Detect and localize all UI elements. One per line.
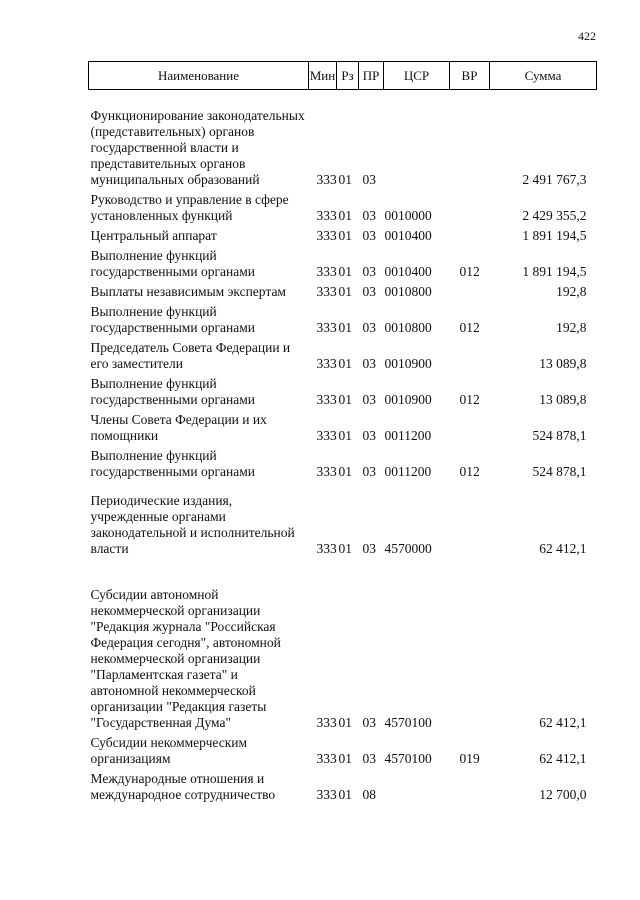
row-rz: 01	[338, 715, 352, 730]
row-min: 333	[316, 787, 337, 802]
header-vr: ВР	[450, 62, 490, 90]
row-name: Выполнение функций государственными органами	[90, 448, 255, 479]
row-vr	[450, 224, 490, 244]
row-vr	[450, 90, 490, 189]
table-row	[89, 444, 597, 480]
row-name: Субсидии некоммерческим организациям	[90, 735, 248, 766]
row-sum: 62 412,1	[539, 751, 587, 766]
row-vr: 019	[459, 751, 480, 766]
row-name: Субсидии автономной некоммерческой организации "Редакция журнала "Российская Федерация сегодня", автономной некоммерческой организации "Парламентская газета" и автономной некоммерческой организации "Редакция газеты "Государственная Дума"	[90, 587, 281, 730]
row-rz: 01	[338, 428, 352, 443]
table-header	[89, 62, 597, 90]
row-min: 333	[316, 541, 337, 556]
row-name: Центральный аппарат	[90, 228, 217, 243]
row-csr: 0010000	[384, 208, 432, 223]
row-pr: 03	[362, 715, 376, 730]
row-csr: 0010400	[384, 228, 432, 243]
row-pr: 03	[362, 172, 376, 187]
table-row	[89, 372, 597, 408]
row-vr: 012	[459, 392, 480, 407]
row-sum: 2 429 355,2	[522, 208, 587, 223]
row-csr: 0010900	[384, 356, 432, 371]
table-row	[89, 408, 597, 444]
row-min: 333	[316, 464, 337, 479]
row-sum: 13 089,8	[539, 356, 587, 371]
row-csr: 0010400	[384, 264, 432, 279]
row-pr: 03	[362, 392, 376, 407]
row-min: 333	[316, 320, 337, 335]
page-number: 422	[578, 29, 596, 43]
row-sum: 524 878,1	[532, 464, 587, 479]
row-min: 333	[316, 356, 337, 371]
row-vr	[450, 767, 490, 803]
row-csr	[384, 90, 450, 189]
row-min: 333	[316, 208, 337, 223]
row-pr: 03	[362, 208, 376, 223]
row-rz: 01	[338, 208, 352, 223]
header-name: Наименование	[89, 62, 309, 90]
row-min: 333	[316, 284, 337, 299]
row-pr: 03	[362, 264, 376, 279]
row-pr: 08	[362, 787, 376, 802]
table-row	[89, 188, 597, 224]
row-min: 333	[316, 264, 337, 279]
table-row	[89, 244, 597, 280]
row-vr: 012	[459, 320, 480, 335]
header-rz: Рз	[337, 62, 359, 90]
row-min: 333	[316, 172, 337, 187]
row-vr	[450, 408, 490, 444]
row-csr: 4570100	[384, 715, 432, 730]
row-min: 333	[316, 428, 337, 443]
row-name: Председатель Совета Федерации и его заместители	[90, 340, 291, 371]
row-pr: 03	[362, 228, 376, 243]
row-sum: 1 891 194,5	[522, 228, 587, 243]
row-sum: 1 891 194,5	[522, 264, 587, 279]
header-sum: Сумма	[490, 62, 597, 90]
row-csr: 0011200	[384, 428, 432, 443]
row-min: 333	[316, 751, 337, 766]
row-name: Международные отношения и международное сотрудничество	[90, 771, 276, 802]
table-row	[89, 480, 597, 557]
row-pr: 03	[362, 464, 376, 479]
header-pr: ПР	[359, 62, 384, 90]
table-row	[89, 336, 597, 372]
row-sum: 192,8	[556, 284, 587, 299]
table-row	[89, 557, 597, 731]
row-csr: 4570100	[384, 751, 432, 766]
row-vr	[450, 188, 490, 224]
header-csr: ЦСР	[384, 62, 450, 90]
row-sum: 62 412,1	[539, 541, 587, 556]
budget-table	[88, 61, 597, 803]
row-rz: 01	[338, 392, 352, 407]
row-rz: 01	[338, 264, 352, 279]
row-csr	[384, 767, 450, 803]
row-vr: 012	[459, 464, 480, 479]
table-row	[89, 90, 597, 189]
row-name: Выплаты независимым экспертам	[90, 284, 286, 299]
row-name: Выполнение функций государственными органами	[90, 376, 255, 407]
row-name: Периодические издания, учрежденные органами законодательной и исполнительной власти	[90, 493, 295, 556]
row-pr: 03	[362, 751, 376, 766]
row-sum: 12 700,0	[539, 787, 587, 802]
row-vr	[450, 280, 490, 300]
row-csr: 0011200	[384, 464, 432, 479]
row-csr: 0010800	[384, 284, 432, 299]
row-rz: 01	[338, 172, 352, 187]
row-rz: 01	[338, 464, 352, 479]
row-rz: 01	[338, 228, 352, 243]
table-row	[89, 731, 597, 767]
row-csr: 0010800	[384, 320, 432, 335]
row-vr	[450, 336, 490, 372]
row-pr: 03	[362, 320, 376, 335]
row-vr	[450, 557, 490, 731]
table-body	[89, 90, 597, 804]
row-name: Руководство и управление в сфере установленных функций	[90, 192, 289, 223]
row-pr: 03	[362, 541, 376, 556]
row-rz: 01	[338, 356, 352, 371]
row-pr: 03	[362, 284, 376, 299]
row-rz: 01	[338, 320, 352, 335]
row-name: Члены Совета Федерации и их помощники	[90, 412, 267, 443]
row-vr: 012	[459, 264, 480, 279]
header-min: Мин	[309, 62, 337, 90]
table-row	[89, 767, 597, 803]
table-row	[89, 224, 597, 244]
row-name: Функционирование законодательных (представительных) органов государственной власти и представительных органов муниципальных образований	[90, 108, 305, 187]
row-name: Выполнение функций государственными органами	[90, 248, 255, 279]
row-pr: 03	[362, 428, 376, 443]
row-min: 333	[316, 392, 337, 407]
row-vr	[450, 480, 490, 557]
row-rz: 01	[338, 787, 352, 802]
row-sum: 192,8	[556, 320, 587, 335]
table-row	[89, 300, 597, 336]
row-sum: 62 412,1	[539, 715, 587, 730]
row-sum: 13 089,8	[539, 392, 587, 407]
row-rz: 01	[338, 541, 352, 556]
row-csr: 4570000	[384, 541, 432, 556]
row-rz: 01	[338, 751, 352, 766]
row-sum: 524 878,1	[532, 428, 587, 443]
row-name: Выполнение функций государственными органами	[90, 304, 255, 335]
row-rz: 01	[338, 284, 352, 299]
table-row	[89, 280, 597, 300]
row-min: 333	[316, 228, 337, 243]
row-sum: 2 491 767,3	[522, 172, 587, 187]
row-min: 333	[316, 715, 337, 730]
row-csr: 0010900	[384, 392, 432, 407]
row-pr: 03	[362, 356, 376, 371]
